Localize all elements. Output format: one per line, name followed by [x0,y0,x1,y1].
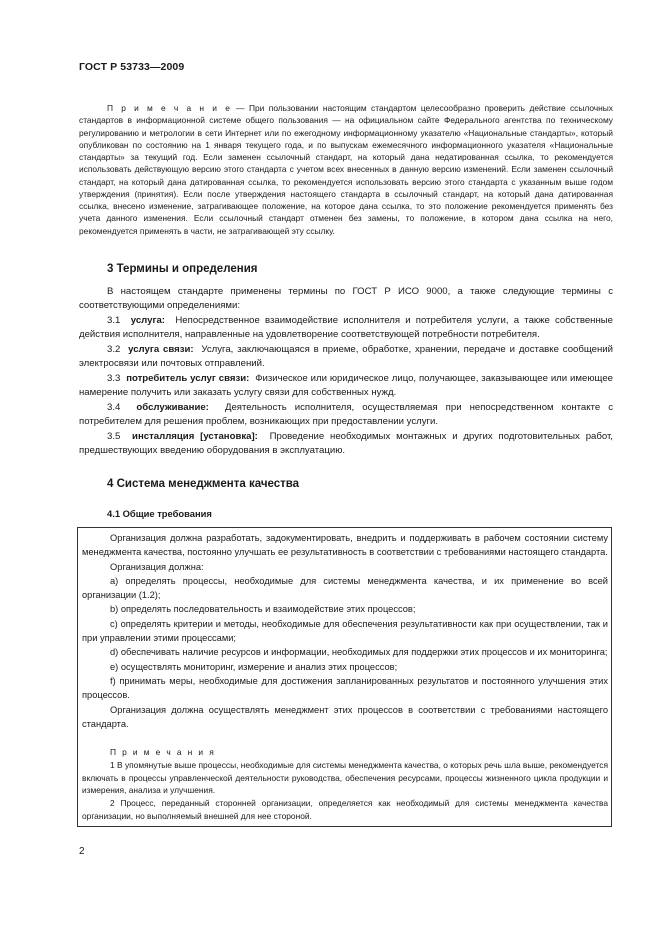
term-definition: 3.4 обслуживание: Деятельность исполнителя, осуществляемая при непосредственном контакте с потребителем для решения проблем, возникающих при предоставлении услуги. [79,401,613,428]
reference-note [79,102,613,237]
term-name: услуга связи: [128,343,194,355]
iso-quote-text [82,531,608,731]
term-definition: 3.5 инсталляция [установка]: Проведение необходимых монтажных и других подготовительных работ, предшествующих введению оборудования в эксплуатацию. [79,430,613,456]
box-paragraph: Организация должна осуществлять менеджмент этих процессов в соответствии с требованиями настоящего стандарта. [82,704,608,729]
term-definition: 3.2 услуга связи: Услуга, заключающаяся в приеме, обработке, хранении, передаче и доставке сообщений электросвязи или почтовых отправлений. [79,343,613,370]
box-note: 1 В упомянутые выше процессы, необходимые для системы менеджмента качества, о которых речь шла выше, рекомендуется включать в процессы управленческой деятельности руководства, обеспечения ресурсами, процессы жизненного цикла продукции и измерения, анализа и улучшения. [82,759,608,796]
section-4-heading: 4 Система менеджмента качества [107,478,300,490]
term-definition: 3.1 услуга: Непосредственное взаимодействие исполнителя и потребителя услуги, а также собственные действия исполнителя, направленные на удовлетворение соответствующей потребности потребителя. [79,314,614,341]
term-name: услуга: [130,314,165,326]
box-paragraph: c) определять критерии и методы, необходимые для обеспечения результативности как при осуществлении, так и при управлении этими процессами; [82,618,608,644]
box-paragraph: Организация должна: [110,561,204,572]
term-definition: 3.3 потребитель услуг связи: Физическое или юридическое лицо, получающее, заказывающее или имеющее намерение получить или заказать услугу связи для собственных нужд. [79,372,613,399]
box-paragraph: Организация должна разработать, задокументировать, внедрить и поддерживать в рабочем состоянии систему менеджмента качества, постоянно улучшать ее результативность в соответствии с требованиями настоящего стандарта. [82,533,608,558]
note-label: П р и м е ч а н и е [107,103,232,113]
section-3-intro: В настоящем стандарте применены термины по ГОСТ Р ИСО 9000, а также следующие термины с соответствующими определениями: [79,286,613,312]
term-name: инсталляция [установка]: [132,430,258,442]
box-paragraph: e) осуществлять мониторинг, измерение и анализ этих процессов; [110,661,398,672]
box-paragraph: d) обеспечивать наличие ресурсов и информации, необходимых для поддержки этих процессов и их мониторинга; [110,647,608,658]
box-note: 2 Процесс, переданный сторонней организации, определяется как необходимый для системы менеджмента качества организации, но выполняемый внешней для нее стороной. [82,798,608,821]
document-header: ГОСТ Р 53733—2009 [79,61,185,73]
term-name: потребитель услуг связи: [126,372,250,384]
section-4-1-heading: 4.1 Общие требования [107,508,212,519]
box-paragraph: f) принимать меры, необходимые для достижения запланированных результатов и постоянного улучшения этих процессов. [82,675,608,701]
box-paragraph: a) определять процессы, необходимые для системы менеджмента качества, и их применение во всей организации (1.2); [82,575,608,601]
iso-quote-notes [82,746,608,823]
note-text: — При пользовании настоящим стандартом целесообразно проверить действие ссылочных стандартов в информационной системе общего пользования — на официальном сайте Федерального агентства по техническому регулированию и метрологии в сети Интернет или по ежегодному информационному указателю «Национальные стандарты», который опубликован по состоянию на 1 января текущего года, и по выпускам ежемесячного информационного указателя «Национальные стандарты» за текущий год. Если заменен ссылочный стандарт, на который дана недатированная ссылка, то рекомендуется использовать действующую версию этого стандарта с учетом всех внесенных в данную версию изменений. Если заменен ссылочный стандарт, на который дана датированная ссылка, то рекомендуется использовать версию этого стандарта с указанным выше годом утверждения (принятия). Если после утверждения настоящего стандарта в ссылочный стандарт, на который дана датированная ссылка, внесено изменение, затрагивающее положение, на которое дана ссылка, то это положение рекомендуется применять без учета данного изменения. Если ссылочный стандарт отменен без замены, то положение, в котором дана ссылка на него, рекомендуется применять в части, не затрагивающей эту ссылку. [79,103,613,236]
notes-label: П р и м е ч а н и я [110,747,216,757]
section-3-body [79,285,613,458]
term-name: обслуживание: [136,401,209,413]
section-3-heading: 3 Термины и определения [107,263,258,275]
box-paragraph: b) определять последовательность и взаимодействие этих процессов; [110,604,416,615]
page-number: 2 [79,846,85,857]
